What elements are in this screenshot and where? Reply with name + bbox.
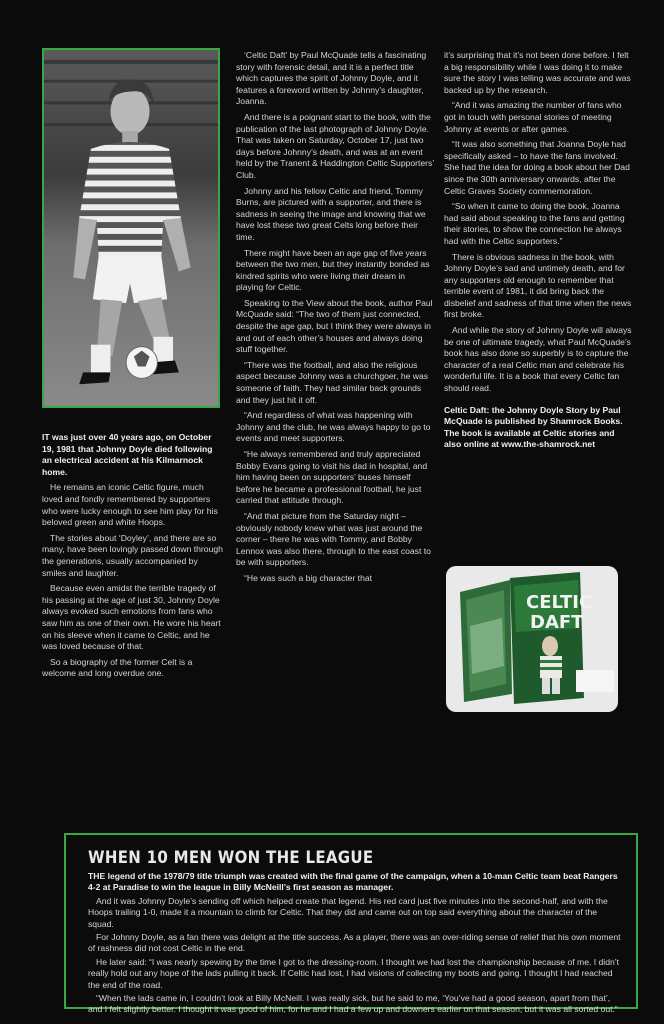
paragraph: Because even amidst the terrible tragedy of his passing at the age of just 30, Johnny Doyle always evoked such emotions from fans who saw him as one of their own. He wore his heart on his sleeve when it came to Celtic, and he was loved because of that. [42, 583, 221, 652]
book-title-line1: CELTIC [526, 592, 593, 613]
paragraph: “So when it came to doing the book, Joanna had said about speaking to the fans and getting their stories, to show the connection he always had with the Celtic supporters.” [444, 201, 625, 246]
paragraph: “And that picture from the Saturday night – obviously nobody knew what was just around the corner – there he was with Tommy, and Bobby Lennox was also there, through to the east coast to be with supporters. [236, 510, 431, 568]
paragraph: So a biography of the former Celt is a welcome and long overdue one. [42, 656, 193, 679]
paragraph: “When the lads came in, I couldn’t look at Billy McNeill. I was really sick, but he said to me, ‘You’ve had a good season, apart from that’, and I felt slightly better. I thought it was good of him, for he and I had a few up and downers earlier on that season, but it was all sorted out.” [88, 993, 618, 1015]
paragraph: Speaking to the View about the book, author Paul McQuade said: “The two of them just connected, despite the age gap, but I think they were always in and out of each other’s houses and always doing stuff together. [236, 297, 433, 355]
paragraph: For Johnny Doyle, as a fan there was delight at the title success. As a player, there was an over-riding sense of relief that his own moment of rashness did not cost Celtic in the end. [88, 932, 621, 954]
paragraph: Johnny and his fellow Celtic and friend, Tommy Burns, are pictured with a supporter, and there is sadness in seeing the image and knowing that we have lost these two great Celts long before their time. [236, 185, 426, 242]
paragraph: He remains an iconic Celtic figure, much loved and fondly remembered by supporters who were lucky enough to see him play for his beloved green and white Hoops. [42, 482, 218, 528]
paragraph: “It was also something that Joanna Doyle had specifically asked – to have the fans involved. She had the idea for doing a book about her Dad since the 30th anniversary onwards, after the Celtic Graves Society commemoration. [444, 139, 630, 196]
sidebar-lead: THE legend of the 1978/79 title triumph was created with the final game of the campaign, when a 10-man Celtic team beat Rangers 4-2 at Paradise to win the league in Billy McNeill’s first season as manager. [88, 871, 618, 893]
paragraph: “And it was amazing the number of fans who got in touch with personal stories of meeting Johnny at events or after games. [444, 100, 622, 134]
paragraph: The stories about ‘Doyley’, and there are so many, have been lovingly passed down through the generations, usually accompanied by smiles and laughter. [42, 532, 223, 578]
paragraph: “He always remembered and truly appreciated Bobby Evans going to visit his dad in hospital, and him having been on supporters’ buses himself before he became a professional football, he just carried that attitude through. [236, 449, 428, 506]
article-column-1 [42, 432, 224, 684]
article-column-2 [236, 50, 434, 589]
paragraph: He later said: “I was nearly spewing by the time I got to the dressing-room. I thought we had lost the championship because of me. I didn’t really hold out any hope of the lads pulling it back. If Celtic had lost, I had visions of collecting my boots and going. I thought I had reached the end of the road. [88, 956, 620, 990]
paragraph: And there is a poignant start to the book, with the publication of the last photograph of Johnny Doyle. That was taken on Saturday, October 17, just two days before Johnny’s death, and was at an event held by the Tranent & Haddington Celtic Supporters’ Club. [236, 111, 434, 180]
player-photo-graphic [44, 50, 218, 406]
paragraph: “And regardless of what was happening with Johnny and the club, he was always happy to go to events and meet supporters. [236, 410, 431, 444]
player-photo [42, 48, 220, 408]
book-cover-graphic [446, 566, 618, 712]
sidebar-heading: WHEN 10 MEN WON THE LEAGUE [88, 847, 374, 868]
paragraph: it’s surprising that it’s not been done before. I felt a big responsibility while I was doing it to make sure the story I was telling was accurate and was backed up by the research. [444, 50, 631, 95]
article-lead: IT was just over 40 years ago, on October 19, 1981 that Johnny Doyle died following an electrical accident at his Kilmarnock home. [42, 432, 213, 477]
paragraph: There is obvious sadness in the book, with Johnny Doyle’s sad and untimely death, and for any supporters old enough to remember that terrible event of 1981, it did bring back the disbelief and sadness of that time when the news first broke. [444, 251, 632, 320]
article-column-3 [444, 50, 634, 455]
book-title-line2: DAFT [530, 612, 584, 633]
paragraph: “There was the football, and also the religious aspect because Johnny was a churchgoer, he was someone of faith. They had similar back grounds and they just hit it off. [236, 359, 429, 405]
paragraph: And it was Johnny Doyle’s sending off which helped create that legend. His red card just five minutes into the second-half, and with the Hoops trailing 1-0, made it a mountain to climb for Celtic. That they did and came out on top said everything about the character of the squad. [88, 895, 608, 929]
paragraph: ‘Celtic Daft’ by Paul McQuade tells a fascinating story with forensic detail, and it is a perfect title which captures the spirit of Johnny Doyle, and it features a foreword written by Johnny’s daughter, Joanna. [236, 50, 427, 107]
paragraph: There might have been an age gap of five years between the two men, but they instantly bonded as kindred spirits who were living their dream in playing for Celtic. [236, 247, 430, 293]
paragraph: And while the story of Johnny Doyle will always be one of ultimate tragedy, what Paul McQuade’s book has also done so superbly is to capture the character of a real Celtic man and celebrate his wonderful life. It is a book that every Celtic fan should read. [444, 325, 632, 394]
paragraph: “He was such a big character that [244, 572, 373, 583]
book-cover-image [446, 566, 618, 712]
book-credit: Celtic Daft: the Johnny Doyle Story by Paul McQuade is published by Shamrock Books. The book is available at Celtic stories and also online at www.the-shamrock.net [444, 404, 623, 450]
sidebar-box [64, 833, 638, 1015]
